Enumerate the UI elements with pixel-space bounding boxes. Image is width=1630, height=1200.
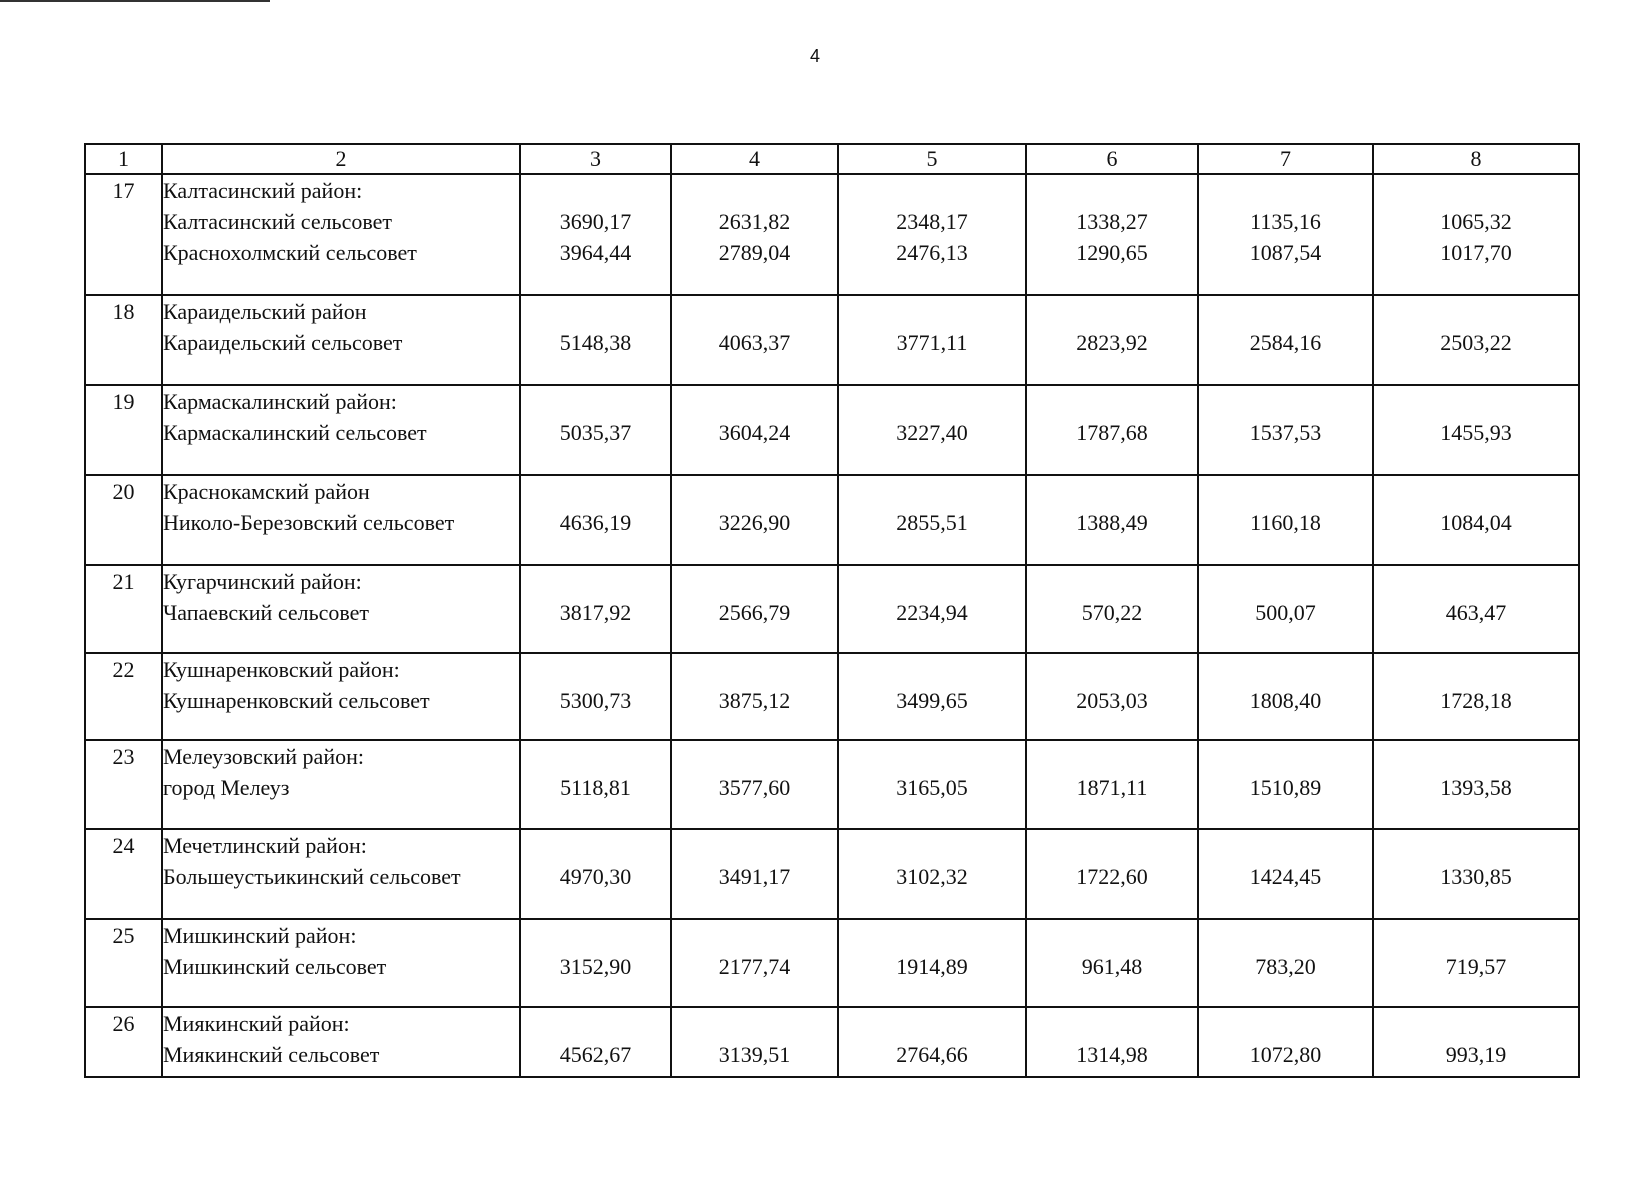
value: 5300,73 [559,688,632,713]
value-cell [838,829,1026,919]
value: 3139,51 [718,1042,791,1067]
value-cell [1198,565,1373,653]
district-name: Мечетлинский район: [163,833,367,858]
value: 1065,32 [1440,209,1512,234]
settlement-name: Кушнаренковский сельсовет [163,688,430,713]
row-number: 18 [85,295,162,385]
district-name: Кушнаренковский район: [163,657,400,682]
value: 3152,90 [559,954,632,979]
value-cell [1373,174,1579,295]
district-name: Кармаскалинский район: [163,389,397,414]
value-cell [1198,653,1373,740]
value: 1314,98 [1076,1042,1148,1067]
value: 3964,44 [559,240,632,265]
value-cell [838,565,1026,653]
value-cell [1026,653,1198,740]
value: 3491,17 [718,864,791,889]
value: 719,57 [1445,954,1507,979]
value: 1728,18 [1440,688,1512,713]
value-cell [1026,565,1198,653]
territory-cell [162,1007,520,1077]
table-row [85,385,1579,475]
value-cell [1373,740,1579,829]
value: 1017,70 [1440,240,1512,265]
value-cell [1026,385,1198,475]
territory-cell [162,740,520,829]
value-cell [1198,1007,1373,1077]
value: 1087,54 [1249,240,1322,265]
row-number: 24 [85,829,162,919]
settlement-name: Миякинский сельсовет [163,1042,380,1067]
value: 783,20 [1255,954,1316,979]
value: 1537,53 [1249,420,1322,445]
value-cell [838,740,1026,829]
value: 2053,03 [1076,688,1148,713]
value-cell [1373,295,1579,385]
value: 3690,17 [559,209,632,234]
value-cell [1198,295,1373,385]
value-cell [1026,919,1198,1007]
value: 500,07 [1255,600,1316,625]
value: 1424,45 [1249,864,1322,889]
table-row [85,653,1579,740]
value: 1084,04 [1440,510,1512,535]
value-cell [520,295,671,385]
district-name: Миякинский район: [163,1011,350,1036]
value-cell [520,174,671,295]
value-cell [1026,1007,1198,1077]
value: 463,47 [1445,600,1507,625]
value-cell [1026,829,1198,919]
value-cell [838,475,1026,565]
value-cell [838,174,1026,295]
value: 3227,40 [896,420,968,445]
value: 5148,38 [559,330,632,355]
settlement-name: Мишкинский сельсовет [163,954,387,979]
value: 1808,40 [1249,688,1322,713]
value: 2855,51 [896,510,968,535]
value-cell [671,653,838,740]
value: 570,22 [1081,600,1143,625]
value-cell [1198,385,1373,475]
value: 2789,04 [718,240,791,265]
value: 3577,60 [718,775,791,800]
row-number: 25 [85,919,162,1007]
value-cell [1026,740,1198,829]
value: 2764,66 [896,1042,968,1067]
value: 3817,92 [559,600,632,625]
value: 1510,89 [1249,775,1322,800]
settlement-name: город Мелеуз [163,775,290,800]
territory-cell [162,829,520,919]
value: 2234,94 [896,600,968,625]
value: 4063,37 [718,330,791,355]
column-header: 2 [162,144,520,174]
value-cell [1373,829,1579,919]
value: 1338,27 [1076,209,1148,234]
row-number: 20 [85,475,162,565]
district-name: Мишкинский район: [163,923,357,948]
value: 1160,18 [1250,510,1321,535]
row-number: 22 [85,653,162,740]
value-cell [1026,174,1198,295]
value-cell [520,565,671,653]
value-cell [1373,565,1579,653]
value-cell [671,295,838,385]
value: 1072,80 [1249,1042,1322,1067]
value-cell [838,295,1026,385]
column-header: 8 [1373,144,1579,174]
value-cell [1198,829,1373,919]
value-cell [1373,653,1579,740]
value: 1393,58 [1440,775,1512,800]
settlement-name: Большеустьикинский сельсовет [163,864,461,889]
value-cell [1373,475,1579,565]
value-cell [671,829,838,919]
value: 1330,85 [1440,864,1512,889]
value: 1871,11 [1076,775,1148,800]
table-row [85,919,1579,1007]
value-cell [838,653,1026,740]
value: 3499,65 [896,688,968,713]
settlement-name: Калтасинский сельсовет [163,209,392,234]
scan-edge-line [0,0,270,2]
territory-cell [162,919,520,1007]
value-cell [671,174,838,295]
value: 1722,60 [1076,864,1148,889]
district-name: Караидельский район [163,299,367,324]
value-cell [1198,475,1373,565]
value: 3165,05 [896,775,968,800]
value-cell [520,740,671,829]
table-row [85,174,1579,295]
value-cell [520,385,671,475]
table-row [85,475,1579,565]
value-cell [671,1007,838,1077]
row-number: 19 [85,385,162,475]
value: 2177,74 [718,954,791,979]
territory-cell [162,565,520,653]
value: 2631,82 [718,209,791,234]
district-name: Мелеузовский район: [163,744,364,769]
settlement-name: Кармаскалинский сельсовет [163,420,427,445]
value: 2476,13 [896,240,968,265]
value: 1787,68 [1076,420,1148,445]
table-row [85,829,1579,919]
value: 4970,30 [559,864,632,889]
page-number: 4 [809,46,820,66]
value: 5118,81 [560,775,631,800]
settlement-name: Краснохолмский сельсовет [163,240,417,265]
settlement-name: Николо-Березовский сельсовет [163,510,455,535]
value: 4562,67 [559,1042,632,1067]
territory-cell [162,385,520,475]
value-cell [671,385,838,475]
value-cell [520,919,671,1007]
column-header: 7 [1198,144,1373,174]
row-number: 26 [85,1007,162,1077]
value: 5035,37 [559,420,632,445]
value: 3771,11 [896,330,968,355]
value: 1135,16 [1250,209,1321,234]
value: 993,19 [1445,1042,1507,1067]
value-cell [671,919,838,1007]
value: 3226,90 [718,510,791,535]
settlement-name: Чапаевский сельсовет [163,600,370,625]
value: 3604,24 [718,420,791,445]
value-cell [838,919,1026,1007]
value-cell [520,1007,671,1077]
value: 2566,79 [718,600,791,625]
territory-cell [162,174,520,295]
table-row [85,565,1579,653]
value-cell [1373,1007,1579,1077]
column-header: 6 [1026,144,1198,174]
value-cell [1373,385,1579,475]
value-cell [1198,740,1373,829]
row-number: 17 [85,174,162,295]
value: 1455,93 [1440,420,1512,445]
column-header: 4 [671,144,838,174]
district-name: Краснокамский район [163,479,370,504]
header-row [85,144,1579,174]
row-number: 23 [85,740,162,829]
value: 2503,22 [1440,330,1512,355]
territory-cell [162,295,520,385]
value-cell [1026,295,1198,385]
column-header: 3 [520,144,671,174]
value: 2348,17 [896,209,968,234]
value-cell [671,565,838,653]
settlement-name: Караидельский сельсовет [163,330,403,355]
column-header: 5 [838,144,1026,174]
value-cell [520,829,671,919]
value-cell [838,385,1026,475]
value: 1914,89 [896,954,968,979]
value: 3102,32 [896,864,968,889]
value: 961,48 [1081,954,1143,979]
value: 1388,49 [1076,510,1148,535]
value: 2823,92 [1076,330,1148,355]
value-cell [520,653,671,740]
value: 1290,65 [1076,240,1148,265]
value: 3875,12 [718,688,791,713]
value-cell [1026,475,1198,565]
value-cell [671,740,838,829]
table-row [85,740,1579,829]
table-row [85,1007,1579,1077]
territory-cell [162,653,520,740]
data-table [84,143,1580,1078]
column-header: 1 [85,144,162,174]
value: 4636,19 [559,510,632,535]
value-cell [838,1007,1026,1077]
value-cell [1198,174,1373,295]
territory-cell [162,475,520,565]
district-name: Калтасинский район: [163,178,363,203]
value: 2584,16 [1249,330,1322,355]
row-number: 21 [85,565,162,653]
value-cell [520,475,671,565]
table-row [85,295,1579,385]
district-name: Кугарчинский район: [163,569,362,594]
value-cell [1373,919,1579,1007]
value-cell [671,475,838,565]
value-cell [1198,919,1373,1007]
